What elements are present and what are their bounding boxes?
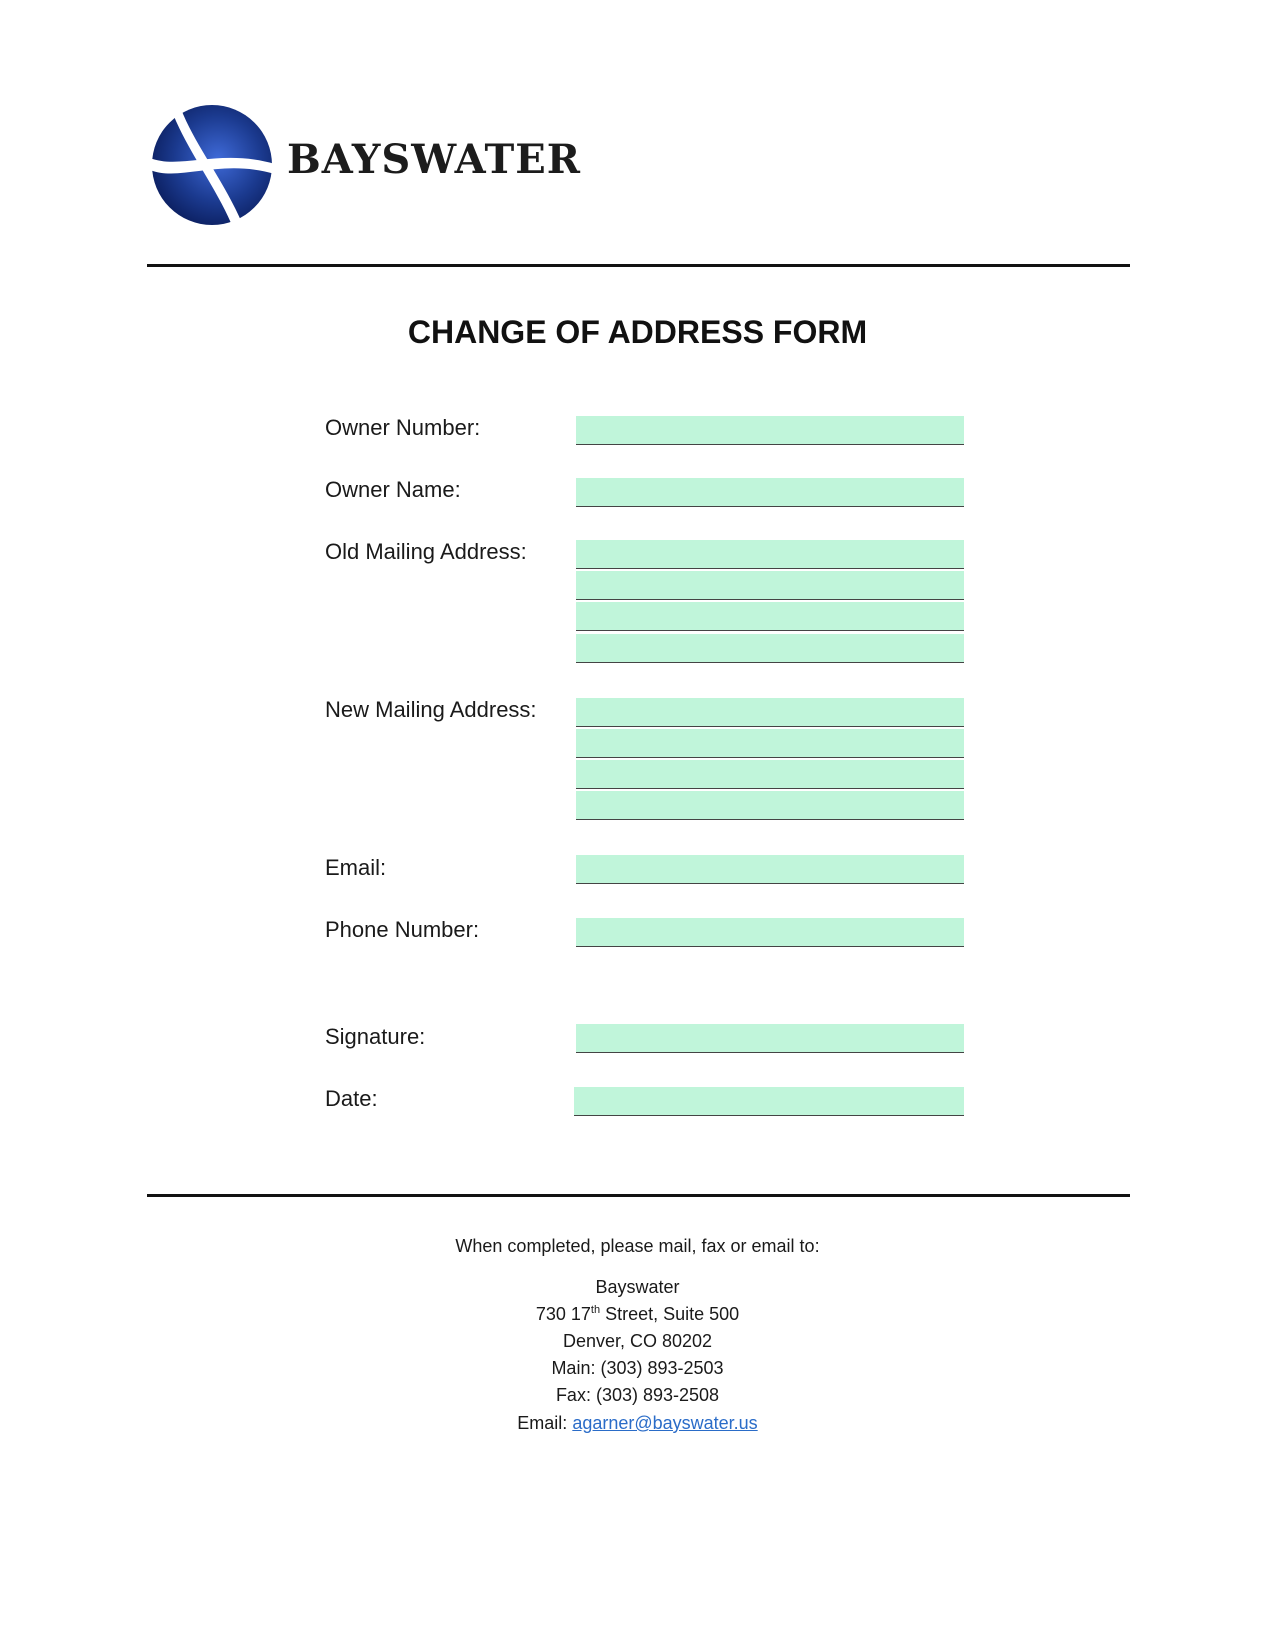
form-title: CHANGE OF ADDRESS FORM — [407, 314, 868, 350]
signature-label: Signature: — [325, 1024, 426, 1049]
new-address-line-2[interactable] — [576, 729, 964, 758]
footer-street-suffix: Street, Suite 500 — [600, 1304, 740, 1324]
new-address-line-3[interactable] — [576, 760, 964, 789]
owner-number-label: Owner Number: — [325, 415, 481, 440]
email-input[interactable] — [576, 855, 964, 884]
footer-city: Denver, CO 80202 — [562, 1331, 713, 1351]
old-address-line-2[interactable] — [576, 571, 964, 600]
old-address-label: Old Mailing Address: — [325, 539, 527, 564]
footer-email — [0, 1413, 1275, 1434]
footer-street-prefix: 730 17 — [535, 1304, 591, 1324]
footer-divider — [147, 1194, 1130, 1197]
footer-main-phone: Main: (303) 893-2503 — [551, 1358, 724, 1378]
footer-street — [0, 1304, 1275, 1325]
new-address-line-4[interactable] — [576, 791, 964, 820]
globe-swoosh-icon — [150, 100, 275, 230]
footer-email-label: Email: — [517, 1413, 573, 1433]
company-logo — [150, 100, 590, 230]
footer-street-sup: th — [590, 1304, 601, 1316]
footer-instruction: When completed, please mail, fax or email to: — [455, 1236, 820, 1256]
header-divider — [147, 264, 1130, 267]
new-address-line-1[interactable] — [576, 698, 964, 727]
footer-fax: Fax: (303) 893-2508 — [555, 1385, 720, 1405]
owner-number-input[interactable] — [576, 416, 964, 445]
owner-name-label: Owner Name: — [325, 477, 461, 502]
phone-label: Phone Number: — [325, 917, 480, 942]
old-address-line-3[interactable] — [576, 602, 964, 631]
old-address-line-1[interactable] — [576, 540, 964, 569]
footer-company: Bayswater — [595, 1277, 680, 1297]
date-label: Date: — [325, 1086, 378, 1111]
email-label: Email: — [325, 855, 387, 880]
signature-input[interactable] — [576, 1024, 964, 1053]
new-address-label: New Mailing Address: — [325, 697, 537, 722]
brand-name: BAYSWATER — [287, 136, 581, 183]
date-input[interactable] — [574, 1087, 964, 1116]
phone-input[interactable] — [576, 918, 964, 947]
owner-name-input[interactable] — [576, 478, 964, 507]
footer-email-link[interactable]: agarner@bayswater.us — [572, 1413, 758, 1433]
old-address-line-4[interactable] — [576, 634, 964, 663]
